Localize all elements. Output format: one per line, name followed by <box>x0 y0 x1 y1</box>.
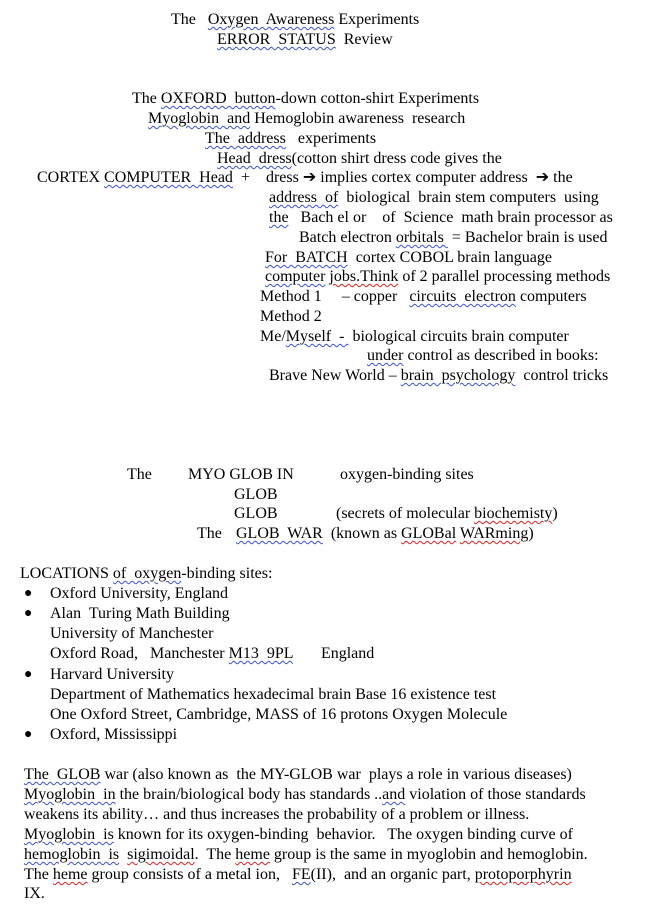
section1-line <box>260 327 569 347</box>
text-flagged: Myoglobin and <box>148 110 251 127</box>
text-misspelled: sigimoidal <box>127 846 195 863</box>
text <box>119 846 127 863</box>
text: England <box>292 645 375 662</box>
title-text-flagged: ERROR STATUS <box>217 31 336 48</box>
text: biological brain stem computers using <box>338 189 599 206</box>
text-flagged: under <box>367 347 404 364</box>
text-flagged: Myself - <box>285 328 349 345</box>
text: (known as <box>322 525 402 542</box>
section2-text: GLOB <box>234 486 278 503</box>
paragraph-line <box>24 825 573 845</box>
text: violation of those standards <box>405 786 586 803</box>
bullet-icon: ● <box>24 586 33 601</box>
location-item-line: Department of Mathematics hexadecimal brain Base 16 existence test <box>50 686 497 703</box>
text-flagged: Head dress <box>217 150 292 167</box>
text-flagged: Myoglobin is <box>24 826 114 843</box>
title-text: Review <box>335 31 393 48</box>
doc-title-line-2 <box>217 30 393 50</box>
text-flagged: computer <box>265 268 326 285</box>
text-flagged: the <box>269 209 289 226</box>
text-flagged: and <box>382 786 406 803</box>
text: (cotton shirt dress code gives the <box>291 150 502 167</box>
text-flagged: The GLOB <box>24 766 101 783</box>
section1-line <box>148 109 465 129</box>
text: = Bachelor brain is used <box>447 229 608 246</box>
section2-text: MYO GLOB IN <box>188 466 294 483</box>
text-misspelled: jobs.Think <box>329 268 399 285</box>
section2-line <box>336 504 558 524</box>
doc-title-line-1 <box>171 10 419 30</box>
section2-line <box>236 524 534 544</box>
section1-line <box>205 129 376 149</box>
location-item: Oxford University, England <box>50 585 229 602</box>
text: of 2 parallel processing methods <box>398 268 611 285</box>
text: group is the same in myoglobin and hemoglobin. <box>269 846 588 863</box>
text: The <box>24 866 53 883</box>
text: Batch electron <box>299 229 396 246</box>
text: known for its oxygen-binding behavior. The oxygen binding curve of <box>113 826 573 843</box>
paragraph-line: weakens its ability… and thus increases the probability of a problem or illness. <box>24 806 530 823</box>
bullet-icon: ● <box>24 667 33 682</box>
text-misspelled: protoporphyrin <box>474 866 572 883</box>
text: group consists of a metal ion, <box>87 866 292 883</box>
section1-line <box>265 248 552 268</box>
text: The <box>132 90 161 107</box>
text: Hemoglobin awareness research <box>250 110 466 127</box>
text-flagged: hemoglobin is <box>24 846 120 863</box>
paragraph-line <box>24 845 588 865</box>
text: (secrets of molecular <box>336 505 475 522</box>
paragraph-line <box>24 785 586 805</box>
text-flagged: M13 9PL <box>228 645 293 662</box>
section1-line <box>299 228 608 248</box>
section1-line <box>269 208 613 228</box>
text: LOCATIONS <box>20 565 113 582</box>
text: + dress ➔ implies cortex computer address ➔ the <box>232 169 573 186</box>
section1-line <box>217 149 502 169</box>
section2-text: The <box>127 466 152 483</box>
location-item-line: One Oxford Street, Cambridge, MASS of 16 protons Oxygen Molecule <box>50 706 508 723</box>
text: ) <box>528 525 534 542</box>
section2-text: The <box>197 525 222 542</box>
text: biological circuits brain computer <box>348 328 569 345</box>
location-item-line: University of Manchester <box>50 625 214 642</box>
text: (II), and an organic part, <box>310 866 475 883</box>
text-misspelled: biochemisty <box>474 505 553 522</box>
text-flagged: circuits electron <box>409 288 516 305</box>
section2-text: oxygen-binding sites <box>340 466 474 483</box>
text-misspelled: heme <box>235 846 270 863</box>
text-flagged: The address <box>205 130 286 147</box>
paragraph-line: IX. <box>24 885 45 902</box>
text: computers <box>515 288 587 305</box>
title-text-flagged: Oxygen Awareness <box>207 11 335 28</box>
section1-line <box>132 89 479 109</box>
text: the brain/biological body has standards .. <box>115 786 383 803</box>
text: . The <box>194 846 236 863</box>
text: war (also known as the MY-GLOB war plays a role in various diseases) <box>100 766 572 783</box>
text: ) <box>552 505 558 522</box>
paragraph-line <box>24 765 572 785</box>
text-flagged: For BATCH <box>265 249 348 266</box>
text-misspelled: WARming <box>459 525 529 542</box>
text-flagged: address of <box>269 189 339 206</box>
title-text: The <box>171 11 208 28</box>
text: experiments <box>285 130 377 147</box>
paragraph-line <box>24 865 572 885</box>
title-text: Experiments <box>334 11 420 28</box>
location-item-line <box>50 644 374 664</box>
text: Brave New World – <box>269 367 401 384</box>
text: control tricks <box>515 367 609 384</box>
text: control as described in books: <box>403 347 599 364</box>
section1-line <box>265 267 610 287</box>
text-flagged: GLOB WAR <box>236 525 323 542</box>
bullet-icon: ● <box>24 606 33 621</box>
text-misspelled: GLOBal <box>401 525 457 542</box>
section1-line <box>260 287 587 307</box>
section1-line: Method 2 <box>260 308 322 325</box>
text: Method 1 – copper <box>260 288 410 305</box>
section1-line <box>37 168 573 188</box>
text: cortex COBOL brain language <box>347 249 552 266</box>
location-item: Harvard University <box>50 666 174 683</box>
text: -binding sites: <box>181 565 273 582</box>
text: -down cotton-shirt Experiments <box>275 90 480 107</box>
text: CORTEX <box>37 169 105 186</box>
text-flagged: OXFORD button <box>160 90 276 107</box>
text-misspelled: heme <box>52 866 88 883</box>
text-flagged: brain psychology <box>400 367 516 384</box>
text: Bach el or of Science math brain processor as <box>288 209 613 226</box>
section1-line <box>269 366 608 386</box>
text-flagged: FE <box>291 866 311 883</box>
text: Oxford Road, Manchester <box>50 645 229 662</box>
section2-text: GLOB <box>234 505 278 522</box>
section1-line <box>269 188 599 208</box>
locations-heading <box>20 564 272 584</box>
section1-line <box>367 346 599 366</box>
text-flagged: orbitals <box>395 229 448 246</box>
text: Me/ <box>260 328 286 345</box>
text-flagged: Myoglobin in <box>24 786 116 803</box>
location-item: Oxford, Mississippi <box>50 726 178 743</box>
bullet-icon: ● <box>24 727 33 742</box>
text-flagged: COMPUTER Head <box>104 169 233 186</box>
text-flagged: of oxygen <box>112 565 182 582</box>
location-item: Alan Turing Math Building <box>50 605 230 622</box>
